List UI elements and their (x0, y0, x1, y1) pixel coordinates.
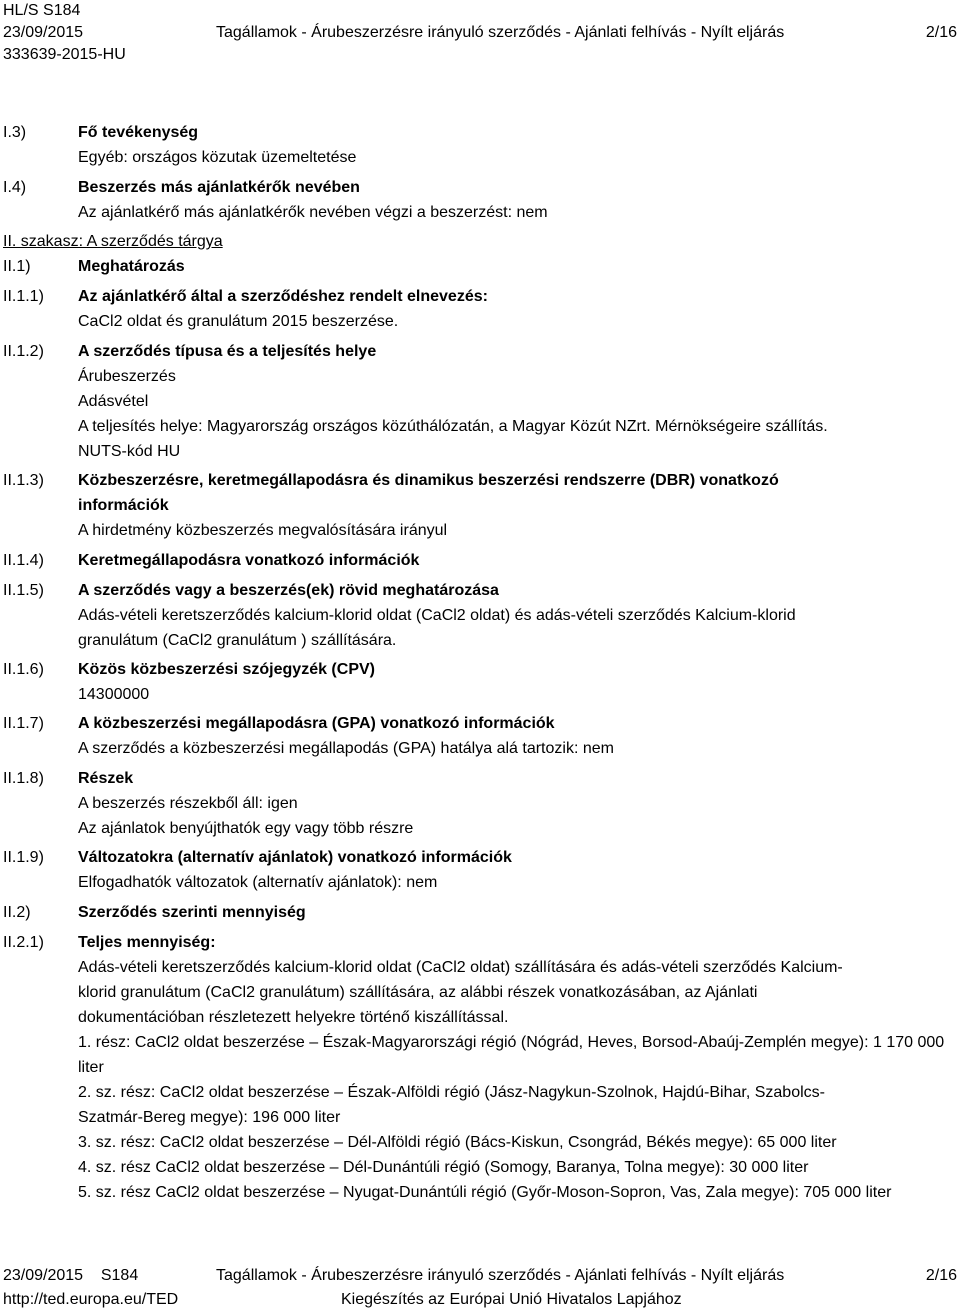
section-number: II.1.2) (3, 343, 44, 360)
section-number: II.1.7) (3, 715, 44, 732)
section-number: II.1.5) (3, 582, 44, 599)
section-number: I.4) (3, 179, 27, 196)
section-title: Keretmegállapodásra vonatkozó információk (78, 552, 420, 569)
footer-publisher: Kiegészítés az Európai Unió Hivatalos Lapjához (341, 1291, 682, 1308)
footer-date: 23/09/2015 (3, 1267, 84, 1284)
section-title: Szerződés szerinti mennyiség (78, 904, 306, 921)
section-number: II.1.6) (3, 661, 44, 678)
section-number: II.1) (3, 258, 31, 275)
section-title: Teljes mennyiség: (78, 934, 216, 951)
footer-date-series (3, 1264, 138, 1288)
section-title: Változatokra (alternatív ajánlatok) vonatkozó információk (78, 849, 512, 866)
lot-item: 3. sz. rész: CaCl2 oldat beszerzése – Dél-Alföldi régió (Bács-Kiskun, Csongrád, Békés megye): 65 000 liter (78, 1134, 837, 1151)
section-text: A szerződés a közbeszerzési megállapodás (GPA) hatálya alá tartozik: nem (78, 740, 614, 757)
header-left (3, 0, 126, 66)
header-page-number: 2/16 (925, 24, 957, 41)
lot-item: 1. rész: CaCl2 oldat beszerzése – Észak-Magyarországi régió (Nógrád, Heves, Borsod-Abaúj-Zemplén megye): 1 170 000 liter (78, 1034, 945, 1076)
header-notice-number: 333639-2015-HU (3, 46, 126, 63)
section-title: A szerződés vagy a beszerzés(ek) rövid meghatározása (78, 582, 499, 599)
place-of-performance: A teljesítés helye: Magyarország országos közúthálózatán, a Magyar Közút NZrt. Mérnökségeire szállítás. (78, 418, 828, 435)
section-title: Részek (78, 770, 134, 787)
section-text: Az ajánlatkérő más ajánlatkérők nevében végzi a beszerzést: nem (78, 204, 548, 221)
part-heading: II. szakasz: A szerződés tárgya (3, 233, 223, 250)
nuts-code: NUTS-kód HU (78, 443, 181, 460)
section-number: II.1.3) (3, 472, 44, 489)
section-title: Közbeszerzésre, keretmegállapodásra és dinamikus beszerzési rendszerre (DBR) vonatkozó információk (78, 472, 779, 514)
section-title: Meghatározás (78, 258, 185, 275)
section-text: CaCl2 oldat és granulátum 2015 beszerzése. (78, 313, 399, 330)
section-title: A szerződés típusa és a teljesítés helye (78, 343, 377, 360)
lot-item: 5. sz. rész CaCl2 oldat beszerzése – Nyugat-Dunántúli régió (Győr-Moson-Sopron, Vas, Zala megye): 705 000 liter (78, 1184, 892, 1201)
header-title: Tagállamok - Árubeszerzésre irányuló szerződés - Ajánlati felhívás - Nyílt eljárás (216, 24, 785, 41)
section-number: II.2) (3, 904, 31, 921)
lots-info: A beszerzés részekből áll: igen (78, 795, 298, 812)
contract-subtype: Adásvétel (78, 393, 149, 410)
lot-item: 2. sz. rész: CaCl2 oldat beszerzése – Észak-Alföldi régió (Jász-Nagykun-Szolnok, Hajdú-Bihar, Szabolcs-Szatmár-Bereg megye): 196 000 liter (78, 1084, 825, 1126)
section-number: II.1.1) (3, 288, 44, 305)
section-number: II.1.8) (3, 770, 44, 787)
lots-submission: Az ajánlatok benyújthatók egy vagy több részre (78, 820, 414, 837)
section-number: II.2.1) (3, 934, 44, 951)
header-date: 23/09/2015 (3, 24, 84, 41)
section-title: Közös közbeszerzési szójegyzék (CPV) (78, 661, 375, 678)
section-number: II.1.4) (3, 552, 44, 569)
section-intro: Adás-vételi keretszerződés kalcium-klorid oldat (CaCl2 oldat) szállítására és adás-vételi szerződés Kalcium-klorid granulátum (CaCl2 granulátum) szállítására, az alábbi részek vonatkozásában, az Ajánlati dokumentációban részletezett helyekre történő kiszállítással. (78, 959, 843, 1026)
footer-url[interactable]: http://ted.europa.eu/TED (3, 1291, 179, 1308)
footer-title: Tagállamok - Árubeszerzésre irányuló szerződés - Ajánlati felhívás - Nyílt eljárás (216, 1267, 785, 1284)
section-title: Az ajánlatkérő által a szerződéshez rendelt elnevezés: (78, 288, 488, 305)
section-title: Beszerzés más ajánlatkérők nevében (78, 179, 360, 196)
footer-series: S184 (100, 1267, 139, 1284)
section-text: Elfogadhatók változatok (alternatív ajánlatok): nem (78, 874, 438, 891)
section-text: Adás-vételi keretszerződés kalcium-klorid oldat (CaCl2 oldat) és adás-vételi szerződés Kalcium-klorid granulátum (CaCl2 granulátum ) szállítására. (78, 607, 796, 649)
section-title: A közbeszerzési megállapodásra (GPA) vonatkozó információk (78, 715, 555, 732)
section-number: II.1.9) (3, 849, 44, 866)
footer-page-number: 2/16 (925, 1267, 957, 1284)
lot-item: 4. sz. rész CaCl2 oldat beszerzése – Dél-Dunántúli régió (Somogy, Baranya, Tolna megye): 30 000 liter (78, 1159, 809, 1176)
header-form-code: HL/S S184 (3, 2, 81, 19)
section-text: Egyéb: országos közutak üzemeltetése (78, 149, 357, 166)
section-number: I.3) (3, 124, 27, 141)
cpv-code: 14300000 (78, 686, 150, 703)
section-text: A hirdetmény közbeszerzés megvalósítására irányul (78, 522, 448, 539)
section-title: Fő tevékenység (78, 124, 199, 141)
contract-type: Árubeszerzés (78, 368, 176, 385)
